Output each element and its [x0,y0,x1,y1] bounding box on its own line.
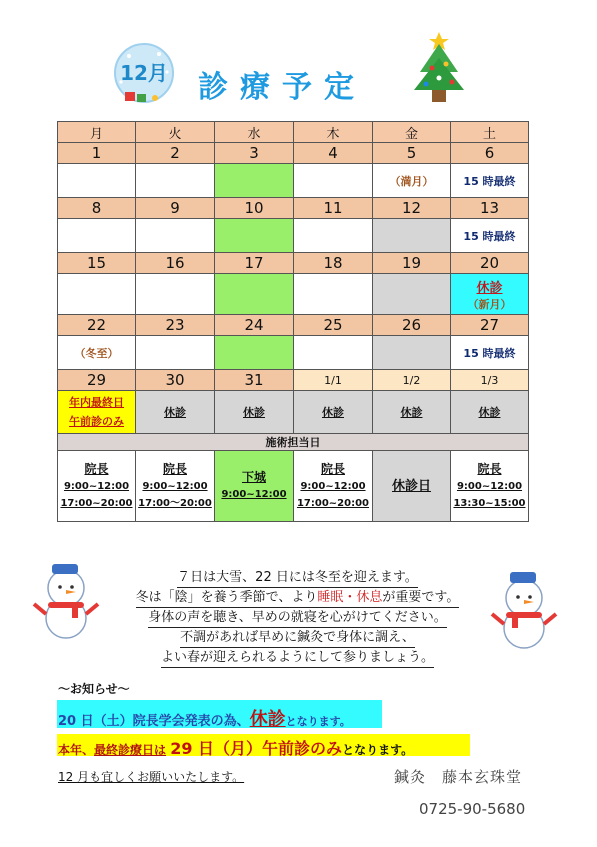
status-cell-wednesday [215,219,294,253]
message-text: が重要です。 [382,590,460,605]
notice-heading: ～お知らせ～ [58,682,130,696]
staff-cell-thu [294,451,373,522]
last-day-cell [58,391,136,434]
status-cell [58,164,136,198]
status-cell [58,219,136,253]
staff-name: 院長 [162,461,187,476]
closed-label: 休診 [373,391,451,434]
notice-text: 本年、 [58,743,95,757]
date-row [58,198,529,219]
closed-label: 休診 [451,391,529,434]
date-cell: 6 [451,143,529,164]
date-cell: 1 [58,143,136,164]
staff-hours: 9:00~12:00 [142,480,208,492]
closing-greeting: 12 月も宜しくお願いいたします。 [58,770,245,784]
staff-hours: 9:00~12:00 [300,480,366,492]
date-cell: 24 [215,315,294,336]
date-cell: 15 [58,253,136,274]
staff-name: 院長 [320,461,345,476]
weekday-sat: 土 [451,122,529,143]
date-cell: 16 [136,253,215,274]
staff-band-row [58,434,529,451]
date-cell: 10 [215,198,294,219]
status-row [58,274,529,315]
date-cell: 23 [136,315,215,336]
status-cell-wednesday [215,164,294,198]
closed-new-moon-cell [451,274,529,315]
staff-cell-sat [451,451,529,522]
closed-label: 休診 [249,709,286,730]
morning-only-label: 午前診のみ [69,415,124,428]
date-cell: 19 [373,253,451,274]
month-badge-icon [107,42,181,108]
status-cell [58,274,136,315]
message-line [136,588,460,608]
date-row [58,253,529,274]
snowman-icon [488,566,560,650]
status-cell-wednesday [215,274,294,315]
date-cell: 8 [58,198,136,219]
closed-cell [373,274,451,315]
date-cell: 1/1 [294,370,373,391]
christmas-tree-icon [408,28,470,108]
status-row [58,336,529,370]
closed-day-label: 休診日 [391,478,431,494]
date-cell: 9 [136,198,215,219]
date-cell: 17 [215,253,294,274]
date-row [58,315,529,336]
date-cell: 1/2 [373,370,451,391]
weekday-fri: 金 [373,122,451,143]
snowman-icon [32,558,100,640]
staff-name: 下城 [241,470,266,484]
date-cell: 29 [58,370,136,391]
weekday-wed: 水 [215,122,294,143]
date-cell: 3 [215,143,294,164]
staff-cell-fri [373,451,451,522]
status-cell [136,336,215,370]
staff-name: 院長 [477,461,502,476]
notice-text: となります。 [285,715,351,728]
closed-cell [373,336,451,370]
status-cell [294,336,373,370]
closed-cell [373,219,451,253]
date-cell: 30 [136,370,215,391]
phone-number: 0725-90-5680 [419,800,526,818]
date-cell: 1/3 [451,370,529,391]
staff-cell-tue [136,451,215,522]
date-cell: 11 [294,198,373,219]
last-day-highlight: 29 日（月）午前診のみ [170,739,343,758]
notice-closure [57,700,382,728]
closed-label: 休診 [136,391,215,434]
weekday-header-row [58,122,529,143]
schedule-calendar [57,121,529,522]
closed-label: 休診 [215,391,294,434]
notice-text: となります。 [342,743,414,757]
full-moon-note: （満月） [373,164,451,198]
closed-label: 休診 [294,391,373,434]
staff-hours: 9:00~12:00 [63,480,130,492]
staff-cell-wed [215,451,294,522]
date-cell: 13 [451,198,529,219]
staff-hours: 17:00~20:00 [60,497,133,509]
staff-name: 院長 [84,461,109,476]
last-appointment-note: 15 時最終 [451,219,529,253]
winter-solstice-note: （冬至） [58,336,136,370]
message-line: よい春が迎えられるようにして参りましょう。 [161,648,434,668]
status-cell [136,274,215,315]
status-row [58,391,529,434]
date-cell: 27 [451,315,529,336]
weekday-mon: 月 [58,122,136,143]
seasonal-message [105,568,490,668]
message-line: ７日は大雪、22 日には冬至を迎えます。 [177,568,418,588]
staff-cell-mon [58,451,136,522]
staff-hours: 13:30~15:00 [453,497,526,509]
message-line: 不調があれば早めに鍼灸で身体に調え、 [180,628,415,648]
closed-label: 休診 [476,280,503,296]
date-row [58,370,529,391]
highlight-text: 睡眠・休息 [317,590,383,605]
staff-hours: 9:00~12:00 [456,480,523,492]
staff-row [58,451,529,522]
staff-hours: 17:00~20:00 [296,497,370,509]
date-cell: 18 [294,253,373,274]
status-row [58,219,529,253]
date-cell: 5 [373,143,451,164]
staff-band-label: 施術担当日 [58,434,529,451]
last-appointment-note: 15 時最終 [451,336,529,370]
date-cell: 4 [294,143,373,164]
weekday-thu: 木 [294,122,373,143]
status-row [58,164,529,198]
date-cell: 26 [373,315,451,336]
status-cell [136,164,215,198]
staff-hours: 17:00〜20:00 [138,497,212,509]
status-cell [294,164,373,198]
notice-text: 最終診療日は [94,743,167,757]
status-cell [294,219,373,253]
message-line: 身体の声を聴き、早めの就寝を心がけてください。 [148,608,446,628]
date-cell: 31 [215,370,294,391]
status-cell [294,274,373,315]
staff-hours: 9:00~12:00 [221,489,287,500]
notice-last-day [57,734,470,756]
date-cell: 12 [373,198,451,219]
date-row [58,143,529,164]
page-title: 診療予定 [198,70,366,105]
last-appointment-note: 15 時最終 [451,164,529,198]
new-moon-note: （新月） [467,297,512,311]
date-cell: 20 [451,253,529,274]
last-day-label: 年内最終日 [69,396,124,409]
clinic-name: 鍼灸 藤本玄珠堂 [394,768,523,786]
status-cell [136,219,215,253]
weekday-tue: 火 [136,122,215,143]
message-text: 冬は「陰」を養う季節で、より [135,590,318,605]
date-cell: 2 [136,143,215,164]
date-cell: 22 [58,315,136,336]
status-cell-wednesday [215,336,294,370]
month-badge-text: 12月 [120,61,168,85]
notice-text: 20 日（土）院長学会発表の為、 [58,714,250,729]
date-cell: 25 [294,315,373,336]
